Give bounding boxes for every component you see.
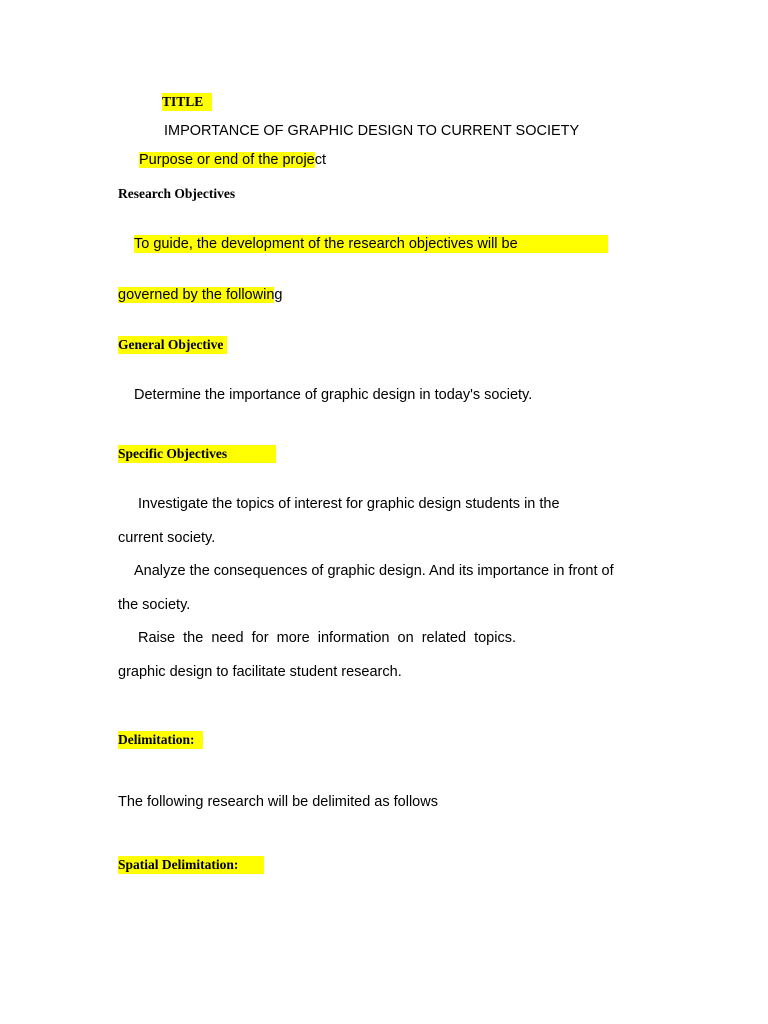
specific-objective-3-line-1: Raise the need for more information on related topics. [138, 630, 516, 646]
specific-objective-3-line-2: graphic design to facilitate student research. [118, 664, 402, 680]
specific-objective-2-line-1: Analyze the consequences of graphic design. And its importance in front of [134, 563, 614, 579]
delimitation-heading: Delimitation: [118, 731, 203, 749]
specific-objectives-heading: Specific Objectives [118, 445, 276, 463]
delimitation-text: The following research will be delimited as follows [118, 794, 438, 810]
specific-objective-2-line-2: the society. [118, 597, 191, 613]
guide-line-1: To guide, the development of the research objectives will be [134, 235, 608, 253]
spatial-delimitation-heading: Spatial Delimitation: [118, 856, 264, 874]
purpose-line [139, 151, 326, 169]
document-title: IMPORTANCE OF GRAPHIC DESIGN TO CURRENT SOCIETY [164, 123, 580, 139]
guide-line-2 [118, 286, 282, 304]
guide-line-2-highlighted-text: governed by the followin [118, 287, 275, 303]
purpose-highlighted-text: Purpose or end of the proje [139, 152, 315, 168]
title-label: TITLE [162, 93, 212, 111]
guide-line-2-rest-text: g [274, 287, 283, 303]
general-objective-text: Determine the importance of graphic design in today's society. [134, 387, 533, 403]
specific-objective-1-line-2: current society. [118, 530, 216, 546]
purpose-rest-text: ct [314, 152, 327, 168]
research-objectives-heading: Research Objectives [118, 186, 236, 201]
general-objective-heading: General Objective [118, 336, 227, 354]
specific-objective-1-line-1: Investigate the topics of interest for graphic design students in the [138, 496, 560, 512]
